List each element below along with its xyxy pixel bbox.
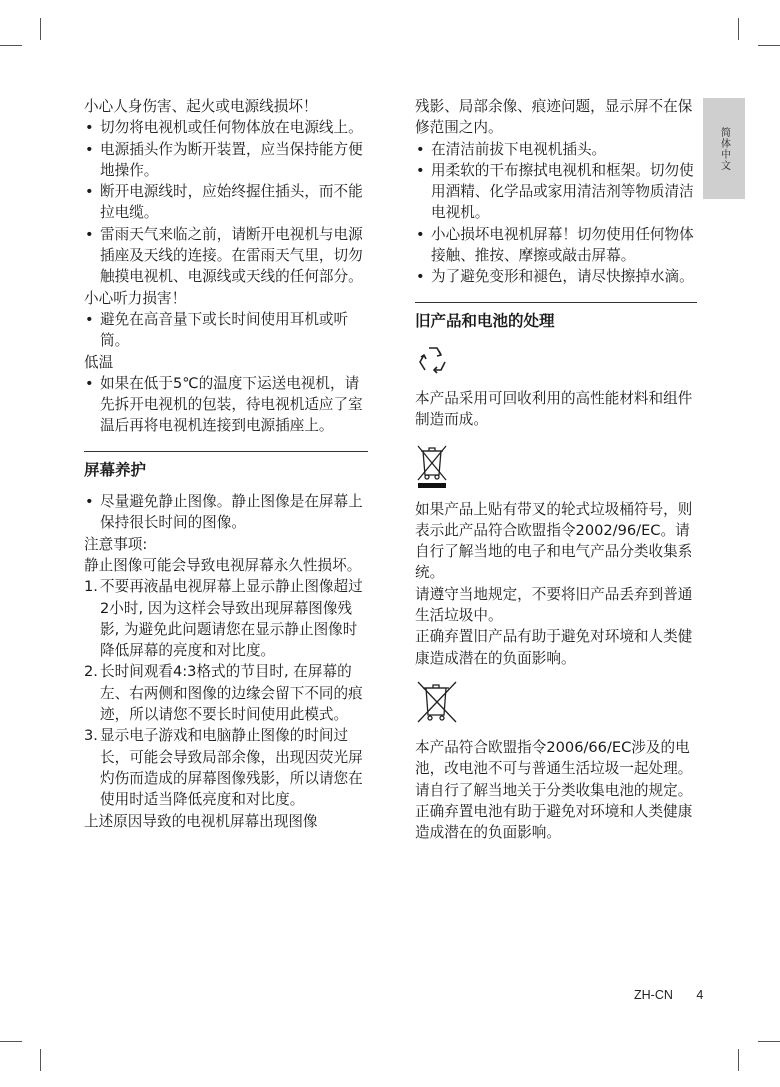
list-item: • 小心损坏电视机屏幕！切勿使用任何物体接触、推按、摩擦或敲击屏幕。 [415, 224, 697, 267]
list-item: • 断开电源线时，应始终握住插头，而不能拉电缆。 [84, 181, 368, 224]
low-temp-heading: 低温 [84, 353, 114, 371]
crop-mark [758, 45, 780, 46]
crop-mark [40, 18, 41, 40]
recycle-icon [415, 342, 451, 378]
left-column [84, 96, 368, 832]
low-temp-list [84, 373, 368, 437]
item-text: 显示电子游戏和电脑静止图像的时间过长，可能会导致局部余像，出现因荧光屏灼伤而造成的屏幕图像残影，所以请您在使用时适当降低亮度和对比度。 [100, 727, 363, 809]
crop-mark [738, 1049, 739, 1071]
continued-text: 残影、局部余像、痕迹问题，显示屏不在保修范围之内。 [415, 98, 693, 137]
language-side-tab [703, 98, 745, 199]
warning-heading: 小心人身伤害、起火或电源线损坏！ [84, 98, 318, 115]
cleaning-list [415, 139, 697, 288]
crop-mark [40, 1049, 41, 1071]
closing-text: 上述原因导致的电视机屏幕出现图像 [84, 812, 318, 830]
language-code: ZH-CN [634, 988, 673, 1002]
warning-list [84, 117, 368, 287]
list-item: • 避免在高音量下或长时间使用耳机或听筒。 [84, 309, 368, 352]
item-text: 长时间观看4:3格式的节目时, 在屏幕的左、右两侧和图像的边缘会留下不同的痕迹，所以请您不要长时间使用此模式。 [100, 663, 363, 724]
item-number: 1. [84, 578, 98, 596]
battery-text-1: 本产品符合欧盟指令2006/66/EC涉及的电池，改电池不可与普通生活垃圾一起处理。 [415, 738, 693, 778]
hearing-list [84, 309, 368, 352]
list-item: • 雷雨天气来临之前，请断开电视机与电源插座及天线的连接。在雷雨天气里，切勿触摸电视机、电源线或天线的任何部分。 [84, 224, 368, 288]
numbered-item [84, 725, 368, 810]
crossed-bin-icon [415, 443, 449, 489]
numbered-item [84, 576, 368, 661]
item-text: 不要再液晶电视屏幕上显示静止图像超过2小时, 因为这样会导致出现屏幕图像残影, 为避免此问题请您在显示静止图像时降低屏幕的亮度和对比度。 [100, 578, 363, 660]
crop-mark [738, 18, 739, 40]
language-side-tab-label: 简体中文 [718, 126, 730, 171]
page-number: 4 [696, 988, 704, 1002]
list-item: • 为了避免变形和褪色，请尽快擦掉水滴。 [415, 266, 697, 287]
page-footer [634, 988, 703, 1002]
recycle-text: 本产品采用可回收利用的高性能材料和组件制造而成。 [415, 389, 693, 429]
hearing-heading: 小心听力损害！ [84, 289, 187, 307]
weee-text-1: 如果产品上贴有带叉的轮式垃圾桶符号，则表示此产品符合欧盟指令2002/96/EC。请自行了解当地的电子和电气产品分类收集系统。 [415, 500, 693, 582]
section-divider [415, 302, 697, 303]
numbered-list [84, 576, 368, 810]
list-item: • 用柔软的干布擦拭电视机和框架。切勿使用酒精、化学品或家用清洁剂等物质清洁电视机。 [415, 160, 697, 224]
disposal-title: 旧产品和电池的处理 [415, 311, 555, 330]
weee-text-3: 正确弃置旧产品有助于避免对环境和人类健康造成潜在的负面影响。 [415, 628, 693, 667]
screen-care-list [84, 491, 368, 534]
screen-care-title: 屏幕养护 [84, 460, 147, 479]
crop-mark [0, 45, 22, 46]
item-number: 2. [84, 663, 98, 681]
crop-mark [0, 1041, 22, 1042]
battery-text-2: 请自行了解当地关于分类收集电池的规定。正确弃置电池有助于避免对环境和人类健康造成潜在的负面影响。 [415, 781, 693, 842]
crop-mark [758, 1041, 780, 1042]
numbered-item [84, 661, 368, 725]
item-number: 3. [84, 727, 98, 745]
weee-text-2: 请遵守当地规定，不要将旧产品丢弃到普通生活垃圾中。 [415, 585, 693, 625]
list-item: • 尽量避免静止图像。静止图像是在屏幕上保持很长时间的图像。 [84, 491, 368, 534]
list-item: • 切勿将电视机或任何物体放在电源线上。 [84, 117, 368, 138]
right-column [415, 96, 697, 843]
list-item: • 电源插头作为断开装置，应当保持能方便地操作。 [84, 139, 368, 182]
note-text: 静止图像可能会导致电视屏幕永久性损坏。 [84, 556, 362, 574]
section-divider [84, 451, 368, 452]
list-item: • 如果在低于5℃的温度下运送电视机，请先拆开电视机的包装，待电视机适应了室温后再将电视机连接到电源插座上。 [84, 373, 368, 437]
note-label: 注意事项: [84, 535, 148, 553]
list-item: • 在清洁前拔下电视机插头。 [415, 139, 697, 160]
crossed-bin-battery-icon [415, 679, 459, 725]
